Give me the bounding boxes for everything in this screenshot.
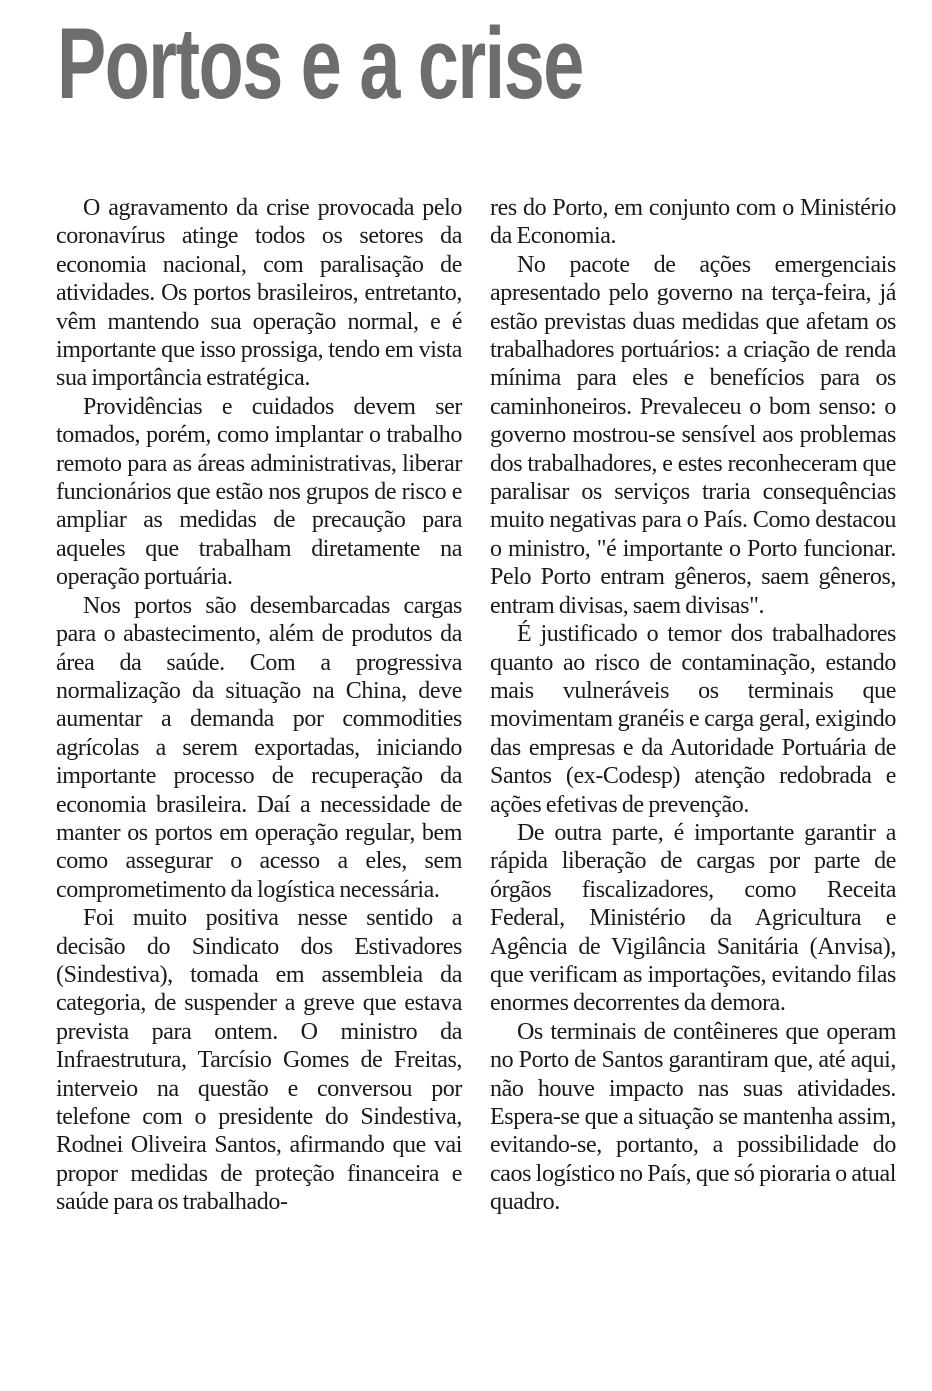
paragraph: Nos portos são desembarcadas cargas para o abastecimento, além de produtos da área da saúde. Com a progressiva normalização da situação na China, deve aumentar a demanda por commodities agrícolas a serem exportadas, iniciando importante processo de recuperação da economia brasileira. Daí a necessidade de manter os portos em operação regular, bem como assegurar o acesso a eles, sem comprometimento da logística necessária.: [56, 592, 462, 903]
column-right: [490, 194, 896, 1217]
paragraph: De outra parte, é importante garantir a rápida liberação de cargas por parte de órgãos fiscalizadores, como Receita Federal, Ministério da Agricultura e Agência de Vigilância Sanitária (Anvisa), que verificam as importações, evitando filas enormes decorrentes da demora.: [490, 819, 896, 1017]
paragraph-continuation: res do Porto, em conjunto com o Ministério da Economia.: [490, 195, 896, 250]
paragraph: Providências e cuidados devem ser tomados, porém, como implantar o trabalho remoto para as áreas administrativas, liberar funcionários que estão nos grupos de risco e ampliar as medidas de precaução para aqueles que trabalham diretamente na operação portuária.: [56, 393, 462, 591]
paragraph: Foi muito positiva nesse sentido a decisão do Sindicato dos Estivadores (Sindestiva), tomada em assembleia da categoria, de suspender a greve que estava prevista para ontem. O ministro da Infraestrutura, Tarcísio Gomes de Freitas, interveio na questão e conversou por telefone com o presidente do Sindestiva, Rodnei Oliveira Santos, afirmando que vai propor medidas de proteção financeira e saúde para os trabalhado-: [56, 905, 462, 1216]
paragraph: Os terminais de contêineres que operam no Porto de Santos garantiram que, até aqui, não houve impacto nas suas atividades. Espera-se que a situação se mantenha assim, evitando-se, portanto, a possibilidade do caos logístico no País, que só pioraria o atual quadro.: [490, 1018, 896, 1216]
paragraph: No pacote de ações emergenciais apresentado pelo governo na terça-feira, já estão previstas duas medidas que afetam os trabalhadores portuários: a criação de renda mínima para eles e benefícios para os caminhoneiros. Prevaleceu o bom senso: o governo mostrou-se sensível aos problemas dos trabalhadores, e estes reconheceram que paralisar os serviços traria consequências muito negativas para o País. Como destacou o ministro, "é importante o Porto funcionar. Pelo Porto entram gêneros, saem gêneros, entram divisas, saem divisas".: [490, 251, 896, 619]
article-title: Portos e a crise: [57, 8, 583, 120]
paragraph: O agravamento da crise provocada pelo coronavírus atinge todos os setores da economia nacional, com paralisação de atividades. Os portos brasileiros, entretanto, vêm mantendo sua operação normal, e é importante que isso prossiga, tendo em vista sua importância estratégica.: [56, 195, 462, 392]
paragraph: É justificado o temor dos trabalhadores quanto ao risco de contaminação, estando mais vulneráveis os terminais que movimentam granéis e carga geral, exigindo das empresas e da Autoridade Portuária de Santos (ex-Codesp) atenção redobrada e ações efetivas de prevenção.: [490, 621, 896, 818]
column-left: [56, 194, 462, 1217]
article-body: [56, 194, 897, 1217]
